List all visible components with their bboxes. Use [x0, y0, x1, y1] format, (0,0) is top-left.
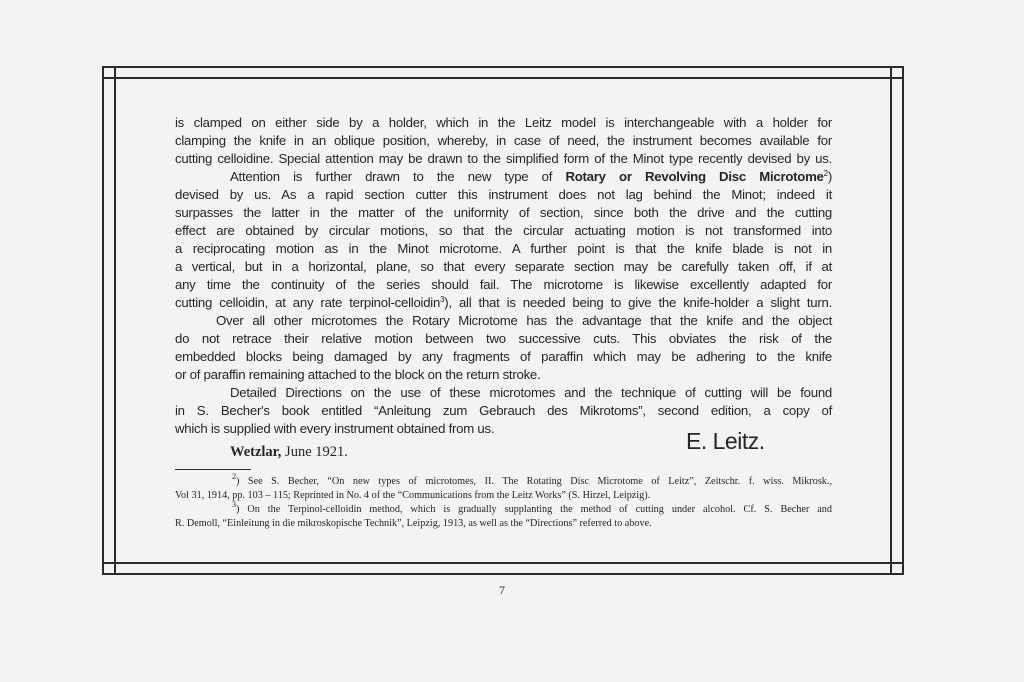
- frame-inner-bottom: [102, 562, 904, 564]
- text-run: surpasses the latter in the matter of the uniformity of section, since both the drive and the cutting: [175, 205, 832, 220]
- footnote-rule: [175, 469, 251, 470]
- text-run: Detailed Directions on the use of these microtomes and the technique of cutting will be found: [230, 385, 832, 400]
- body-line: [175, 132, 832, 150]
- footnote-line: [175, 489, 832, 503]
- body-line: [175, 258, 832, 276]
- body-line: [216, 312, 832, 330]
- body-line: [175, 150, 832, 168]
- text-run: Vol 31, 1914, pp. 103 – 115; Reprinted in No. 4 of the “Communications from the Leitz Works” (S. Hirzel, Leipzig).: [175, 490, 651, 501]
- text-run: ): [827, 169, 832, 184]
- body-line: [175, 186, 832, 204]
- footnote-ref: 3: [232, 500, 236, 509]
- footnote-ref: 3: [440, 295, 445, 304]
- text-run: a vertical, but in a horizontal, plane, so that every separate section may be carefully taken off, if at: [175, 259, 832, 274]
- text-run: is clamped on either side by a holder, which in the Leitz model is interchangeable with a holder for: [175, 115, 832, 130]
- place: Wetzlar,: [230, 444, 282, 460]
- frame-inner-right: [890, 66, 892, 575]
- body-line: [230, 384, 832, 402]
- frame-outer-right: [902, 66, 904, 575]
- text-run: R. Demoll, “Einleitung in die mikroskopische Technik”, Leipzig, 1913, as well as the “Directions” referred to above.: [175, 518, 652, 529]
- body-line: [175, 240, 832, 258]
- text-run: do not retrace their relative motion between two successive cuts. This obviates the risk of the: [175, 331, 832, 346]
- bold-text: Rotary or Revolving Disc Microtome: [565, 169, 824, 184]
- footnote-line: [232, 500, 832, 517]
- text-run: ) See S. Becher, “On new types of microtomes, II. The Rotating Disc Microtome of Leitz”, Zeitschr. f. wiss. Mikrosk.,: [236, 476, 832, 487]
- text-run: Attention is further drawn to the new type of: [230, 169, 566, 184]
- body-line: [175, 330, 832, 348]
- footnote-ref: 2: [823, 169, 828, 178]
- footnote-ref: 2: [232, 472, 236, 481]
- text-run: any time the continuity of the series should fail. The microtome is likewise excellently adapted for: [175, 277, 832, 292]
- frame-outer-top: [102, 66, 904, 68]
- body-line: [175, 222, 832, 240]
- body-line: [175, 348, 832, 366]
- frame-inner-left: [114, 66, 116, 575]
- body-line: [175, 402, 832, 420]
- frame-inner-top: [102, 77, 904, 79]
- body-line: [175, 294, 832, 312]
- text-run: ), all that is needed being to give the knife-holder a slight turn.: [444, 295, 832, 310]
- body-line: [175, 366, 832, 384]
- text-run: effect are obtained by circular motions, so that the circular actuating motion is not transformed into: [175, 223, 832, 238]
- frame-outer-left: [102, 66, 104, 575]
- text-run: a reciprocating motion as in the Minot microtome. A further point is that the knife blade is not in: [175, 241, 832, 256]
- text-run: clamping the knife in an oblique position, whereby, in case of need, the instrument becomes available for: [175, 133, 832, 148]
- text-run: Over all other microtomes the Rotary Microtome has the advantage that the knife and the object: [216, 313, 832, 328]
- date: June 1921.: [285, 444, 348, 460]
- body-line: [175, 276, 832, 294]
- place-date: [230, 444, 348, 461]
- body-line: [230, 168, 832, 186]
- body-line: [175, 114, 832, 132]
- text-run: in S. Becher's book entitled “Anleitung zum Gebrauch des Mikrotoms”, second edition, a copy of: [175, 403, 832, 418]
- text-run: cutting celloidine. Special attention may be drawn to the simplified form of the Minot type recently devised by us.: [175, 151, 832, 166]
- text-run: or of paraffin remaining attached to the block on the return stroke.: [175, 367, 541, 382]
- text-run: embedded blocks being damaged by any fragments of paraffin which may be adhering to the knife: [175, 349, 832, 364]
- page-number: 7: [499, 583, 505, 597]
- footnote-line: [175, 517, 832, 531]
- footnote-line: [232, 472, 832, 489]
- text-run: which is supplied with every instrument obtained from us.: [175, 421, 495, 436]
- text-run: ) On the Terpinol-celloidin method, which is gradually supplanting the method of cutting under alcohol. Cf. S. Becher and: [236, 504, 832, 515]
- text-run: devised by us. As a rapid section cutter this instrument does not lag behind the Minot; indeed it: [175, 187, 832, 202]
- signature: E. Leitz.: [686, 428, 765, 454]
- text-run: cutting celloidin, at any rate terpinol-celloidin: [175, 295, 441, 310]
- frame-outer-bottom: [102, 573, 904, 575]
- body-line: [175, 204, 832, 222]
